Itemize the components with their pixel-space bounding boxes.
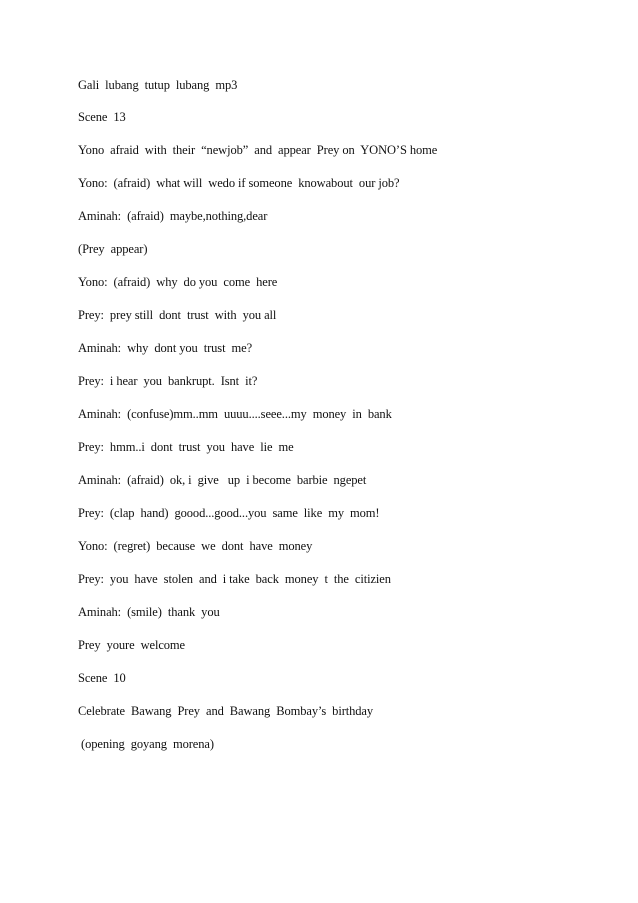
text-line-scene-13: Scene 13 <box>78 110 126 124</box>
text-line-dialogue: Yono: (afraid) what will wedo if someone knowabout our job? <box>78 176 400 190</box>
text-line-dialogue: Prey: you have stolen and i take back money t the citizien <box>78 572 391 586</box>
text-line-stage-direction: (opening goyang morena) <box>78 737 214 751</box>
text-line-stage-direction: (Prey appear) <box>78 242 148 256</box>
text-line-dialogue: Prey: (clap hand) goood...good...you same like my mom! <box>78 506 380 520</box>
text-line-dialogue: Prey youre welcome <box>78 638 185 652</box>
text-line-dialogue: Aminah: (afraid) maybe,nothing,dear <box>78 209 268 223</box>
text-line-stage-direction: Celebrate Bawang Prey and Bawang Bombay’s birthday <box>78 704 374 718</box>
text-line-title: Gali lubang tutup lubang mp3 <box>78 78 238 92</box>
text-line-dialogue: Aminah: (confuse)mm..mm uuuu....seee...my money in bank <box>78 407 392 421</box>
text-line-scene-10: Scene 10 <box>78 671 126 685</box>
text-line-stage-direction: Yono afraid with their “newjob” and appear Prey on YONO’S home <box>78 143 438 157</box>
text-line-dialogue: Prey: prey still dont trust with you all <box>78 308 277 322</box>
text-line-dialogue: Prey: i hear you bankrupt. Isnt it? <box>78 374 258 388</box>
text-line-dialogue: Yono: (regret) because we dont have money <box>78 539 313 553</box>
text-line-dialogue: Aminah: (smile) thank you <box>78 605 220 619</box>
text-line-dialogue: Yono: (afraid) why do you come here <box>78 275 278 289</box>
text-line-dialogue: Aminah: why dont you trust me? <box>78 341 253 355</box>
text-line-dialogue: Aminah: (afraid) ok, i give up i become barbie ngepet <box>78 473 367 487</box>
text-line-dialogue: Prey: hmm..i dont trust you have lie me <box>78 440 294 454</box>
